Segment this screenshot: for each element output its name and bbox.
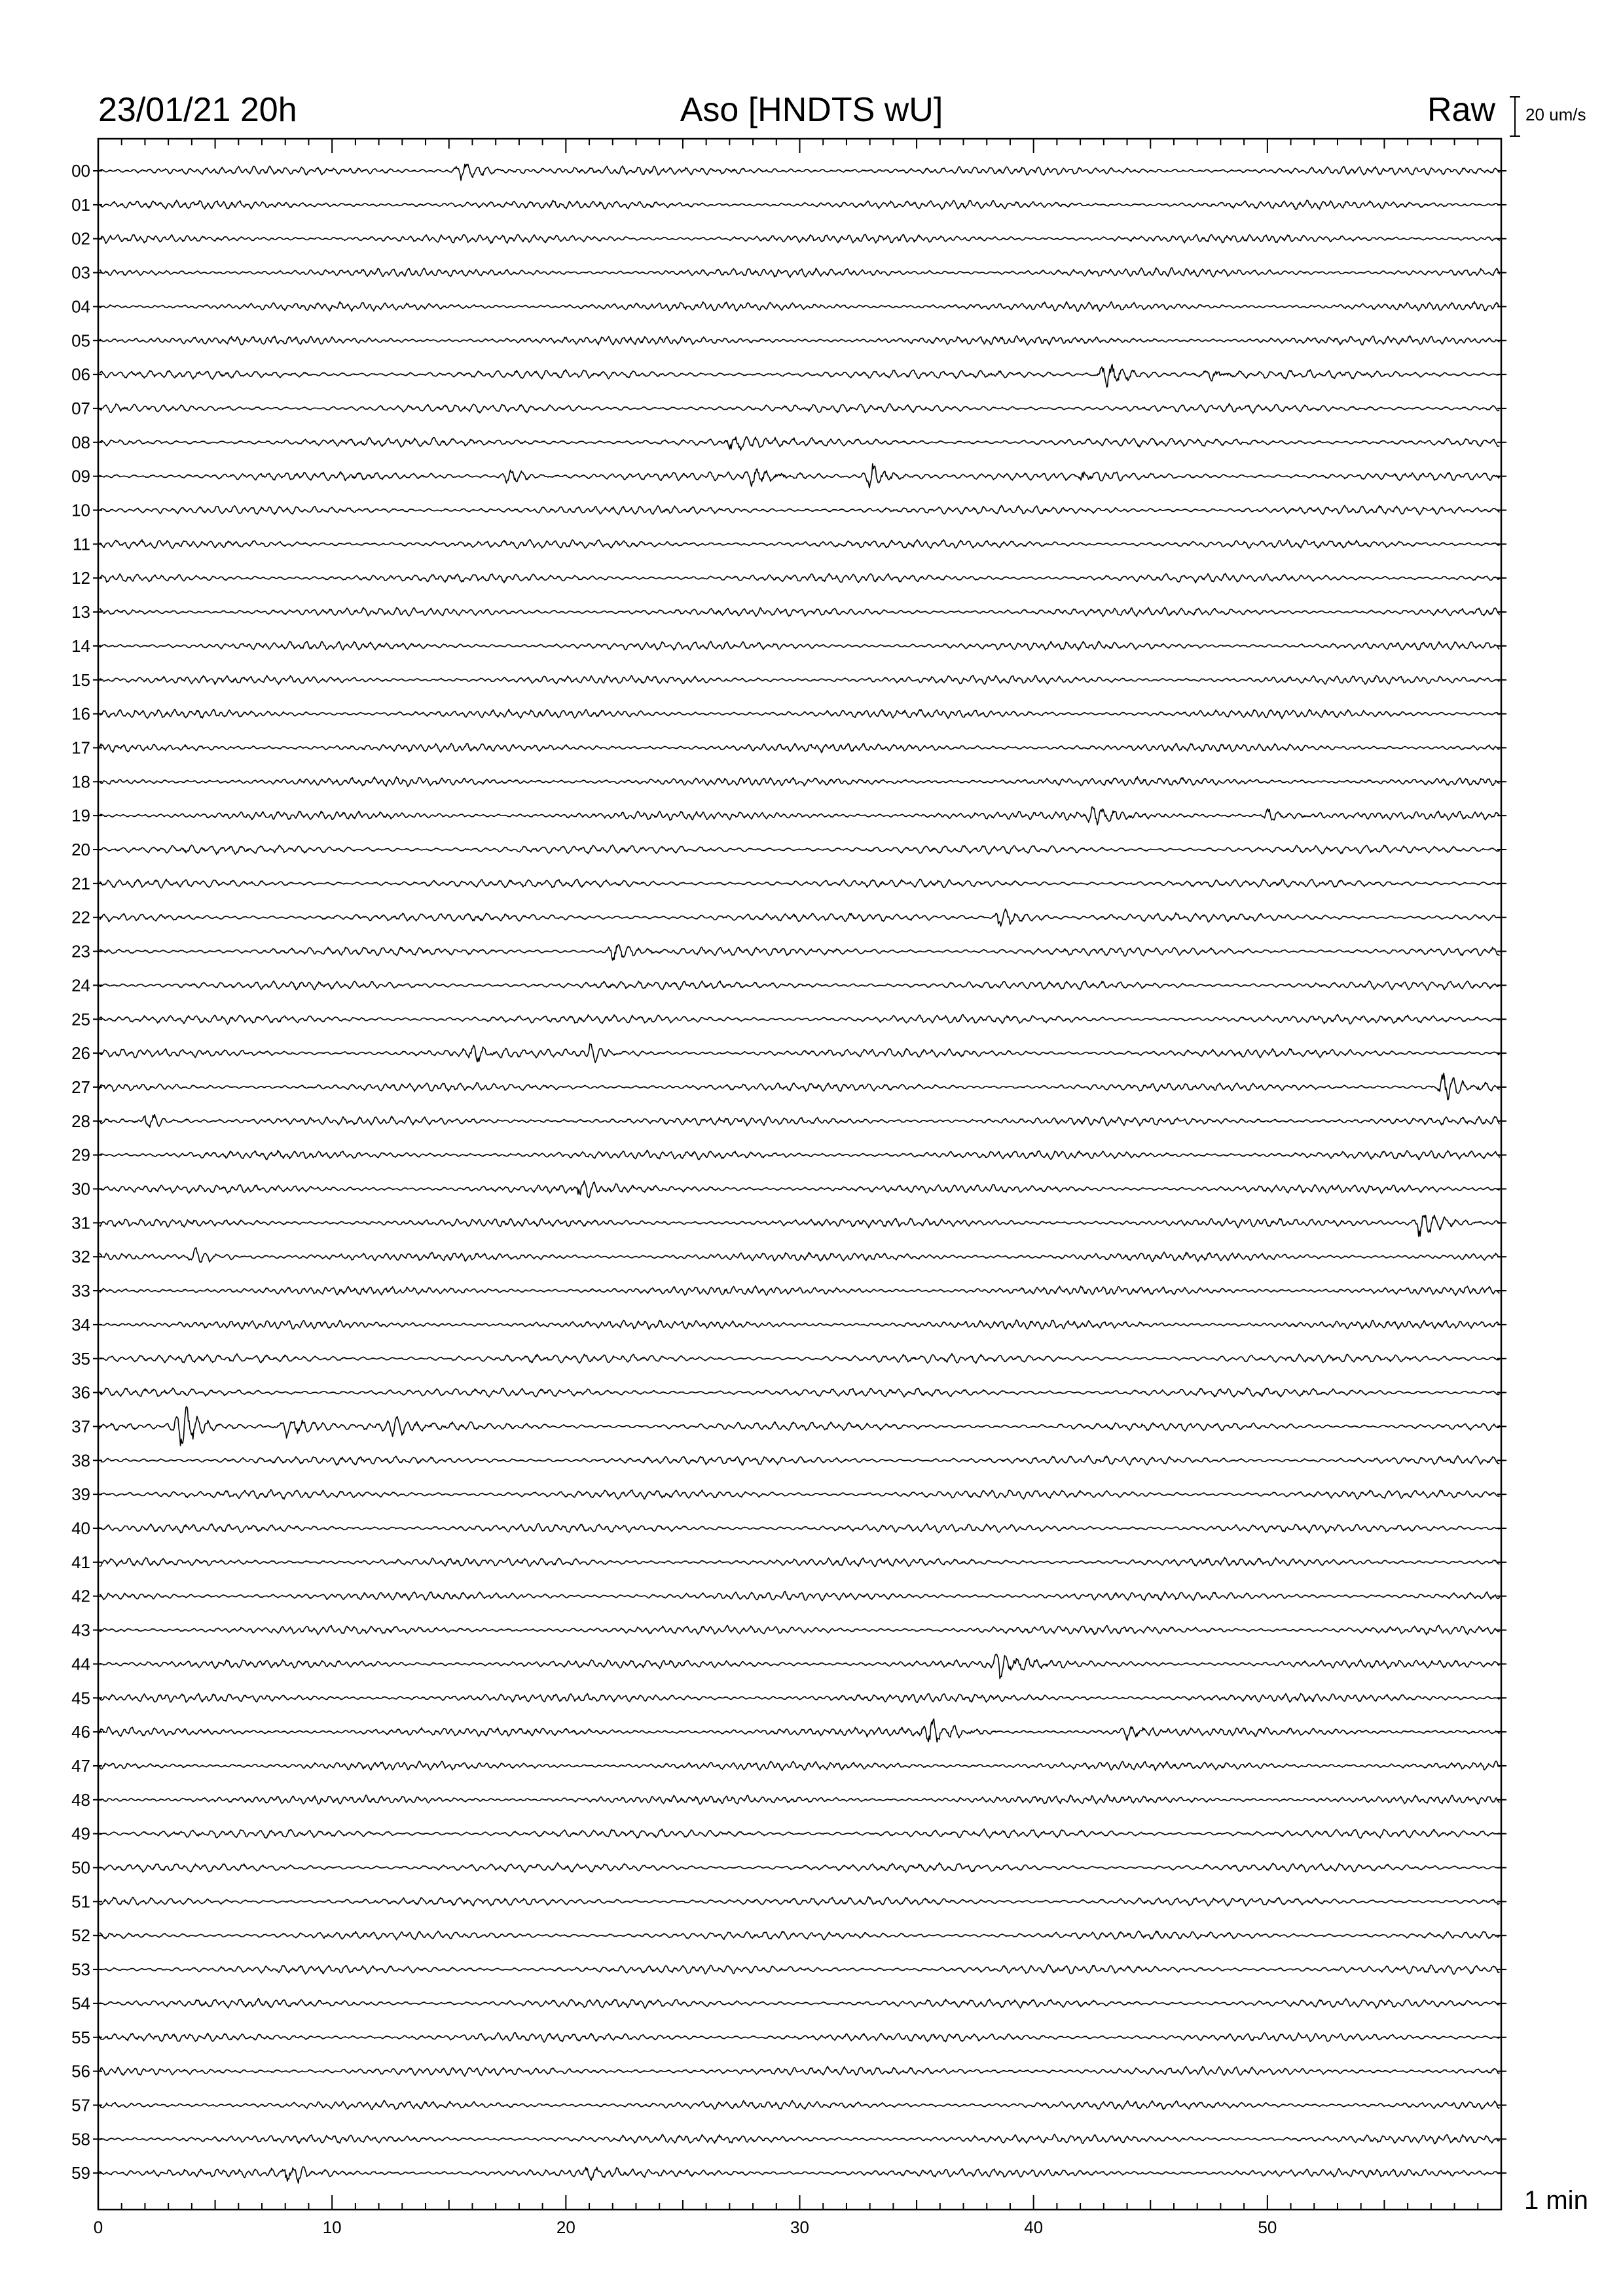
- trace-row-53: [100, 1965, 1499, 1975]
- row-label: 50: [71, 1857, 90, 1878]
- row-label: 27: [71, 1077, 90, 1097]
- row-label: 17: [71, 738, 90, 758]
- row-label: 32: [71, 1247, 90, 1267]
- plot-title: Aso [HNDTS wU]: [680, 91, 943, 129]
- row-label: 01: [71, 194, 90, 215]
- trace-row-21: [100, 879, 1499, 888]
- row-label: 35: [71, 1348, 90, 1369]
- trace-row-41: [100, 1558, 1499, 1567]
- trace-row-00: [100, 164, 1499, 181]
- trace-row-43: [100, 1625, 1499, 1634]
- row-label: 42: [71, 1586, 90, 1606]
- trace-row-16: [100, 709, 1499, 719]
- row-label: 37: [71, 1416, 90, 1437]
- row-label: 44: [71, 1654, 90, 1674]
- trace-row-06: [100, 365, 1499, 387]
- row-label: 03: [71, 262, 90, 283]
- row-label: 20: [71, 840, 90, 859]
- row-label: 16: [71, 704, 90, 724]
- row-label: 53: [71, 1960, 90, 1980]
- row-label: 02: [71, 228, 90, 249]
- row-label: 57: [71, 2095, 90, 2115]
- row-label: 49: [71, 1823, 90, 1844]
- trace-row-48: [100, 1795, 1499, 1804]
- plot-date-label: 23/01/21 20h: [98, 91, 297, 129]
- row-label: 09: [71, 466, 90, 486]
- row-label: 22: [71, 907, 90, 927]
- row-label: 10: [71, 500, 90, 520]
- trace-row-35: [100, 1354, 1499, 1363]
- trace-row-15: [100, 675, 1499, 685]
- trace-row-01: [100, 200, 1499, 210]
- row-label: 39: [71, 1484, 90, 1505]
- trace-row-31: [100, 1215, 1499, 1237]
- row-label: 59: [71, 2163, 90, 2183]
- trace-row-30: [100, 1181, 1499, 1198]
- trace-row-11: [100, 540, 1499, 549]
- trace-row-18: [100, 777, 1499, 787]
- trace-row-46: [100, 1719, 1499, 1742]
- row-label: 55: [71, 2027, 90, 2047]
- row-label: 06: [71, 365, 90, 385]
- x-axis-unit-label: 1 min: [1524, 2186, 1588, 2215]
- row-label: 41: [71, 1552, 90, 1572]
- trace-row-36: [100, 1388, 1499, 1397]
- x-tick-label: 50: [1258, 2217, 1277, 2237]
- trace-row-37: [100, 1407, 1499, 1446]
- row-label: 38: [71, 1450, 90, 1471]
- row-label: 51: [71, 1892, 90, 1912]
- trace-row-38: [100, 1456, 1499, 1465]
- row-label: 48: [71, 1789, 90, 1810]
- row-label: 00: [71, 161, 90, 181]
- trace-row-09: [100, 464, 1499, 488]
- x-tick-label: 20: [556, 2217, 575, 2237]
- x-tick-label: 30: [790, 2217, 809, 2237]
- trace-row-23: [100, 944, 1499, 960]
- row-label: 11: [73, 534, 90, 554]
- row-label: 04: [71, 296, 90, 317]
- trace-row-42: [100, 1592, 1499, 1601]
- trace-row-33: [100, 1285, 1499, 1295]
- trace-row-58: [100, 2134, 1499, 2144]
- row-label: 21: [71, 873, 90, 893]
- trace-row-12: [100, 573, 1499, 583]
- trace-row-20: [100, 845, 1499, 854]
- trace-row-40: [100, 1524, 1499, 1533]
- trace-row-49: [100, 1829, 1499, 1839]
- trace-row-05: [100, 336, 1499, 345]
- trace-row-26: [100, 1044, 1499, 1063]
- row-label: 43: [71, 1620, 90, 1640]
- trace-row-27: [100, 1073, 1499, 1100]
- row-label: 19: [71, 806, 90, 826]
- trace-row-03: [100, 268, 1499, 278]
- row-label: 26: [71, 1043, 90, 1064]
- trace-row-10: [100, 505, 1499, 514]
- row-label: 08: [71, 432, 90, 452]
- row-label: 52: [71, 1926, 90, 1946]
- trace-row-34: [100, 1320, 1499, 1329]
- trace-row-04: [100, 302, 1499, 312]
- trace-row-59: [100, 2167, 1499, 2183]
- trace-row-25: [100, 1014, 1499, 1024]
- trace-row-07: [100, 403, 1499, 413]
- trace-row-50: [100, 1863, 1499, 1873]
- row-label: 24: [71, 975, 90, 996]
- trace-row-55: [100, 2033, 1499, 2043]
- trace-row-39: [100, 1490, 1499, 1499]
- trace-row-02: [100, 234, 1499, 243]
- amplitude-scale-label: 20 um/s: [1525, 105, 1586, 124]
- trace-row-14: [100, 641, 1499, 651]
- x-tick-label: 0: [93, 2217, 103, 2237]
- row-label: 47: [71, 1755, 90, 1776]
- row-label: 36: [71, 1382, 90, 1403]
- plot-frame: [98, 139, 1501, 2210]
- row-label: 07: [71, 398, 90, 418]
- trace-row-19: [100, 807, 1499, 825]
- row-label: 05: [71, 331, 90, 351]
- row-label: 56: [71, 2061, 90, 2081]
- trace-row-52: [100, 1931, 1499, 1940]
- x-tick-label: 10: [322, 2217, 342, 2237]
- row-label: 31: [71, 1213, 90, 1233]
- row-label: 58: [71, 2129, 90, 2149]
- trace-row-45: [100, 1693, 1499, 1702]
- row-label: 54: [71, 1993, 90, 2013]
- row-label: 13: [71, 602, 90, 622]
- trace-row-17: [100, 744, 1499, 753]
- row-label: 18: [71, 772, 90, 792]
- trace-row-32: [100, 1247, 1499, 1262]
- row-label: 40: [71, 1518, 90, 1538]
- trace-row-44: [100, 1654, 1499, 1678]
- trace-row-57: [100, 2100, 1499, 2109]
- row-label: 23: [71, 941, 90, 961]
- row-label: 28: [71, 1111, 90, 1131]
- row-label: 15: [71, 670, 90, 690]
- mode-label: Raw: [1427, 91, 1496, 129]
- trace-row-28: [100, 1115, 1499, 1128]
- row-label: 29: [71, 1145, 90, 1165]
- row-label: 33: [71, 1281, 90, 1301]
- row-label: 45: [71, 1688, 90, 1708]
- row-label: 34: [71, 1314, 90, 1335]
- trace-row-29: [100, 1150, 1499, 1160]
- trace-row-22: [100, 909, 1499, 926]
- trace-row-13: [100, 607, 1499, 617]
- x-tick-label: 40: [1024, 2217, 1044, 2237]
- row-label: 30: [71, 1179, 90, 1199]
- trace-row-47: [100, 1761, 1499, 1771]
- row-label: 46: [71, 1722, 90, 1742]
- row-label: 25: [71, 1009, 90, 1030]
- row-label: 12: [71, 568, 90, 588]
- trace-row-54: [100, 1999, 1499, 2009]
- trace-row-24: [100, 981, 1499, 990]
- trace-row-56: [100, 2066, 1499, 2076]
- trace-row-51: [100, 1897, 1499, 1906]
- row-label: 14: [71, 636, 90, 656]
- trace-row-08: [100, 437, 1499, 450]
